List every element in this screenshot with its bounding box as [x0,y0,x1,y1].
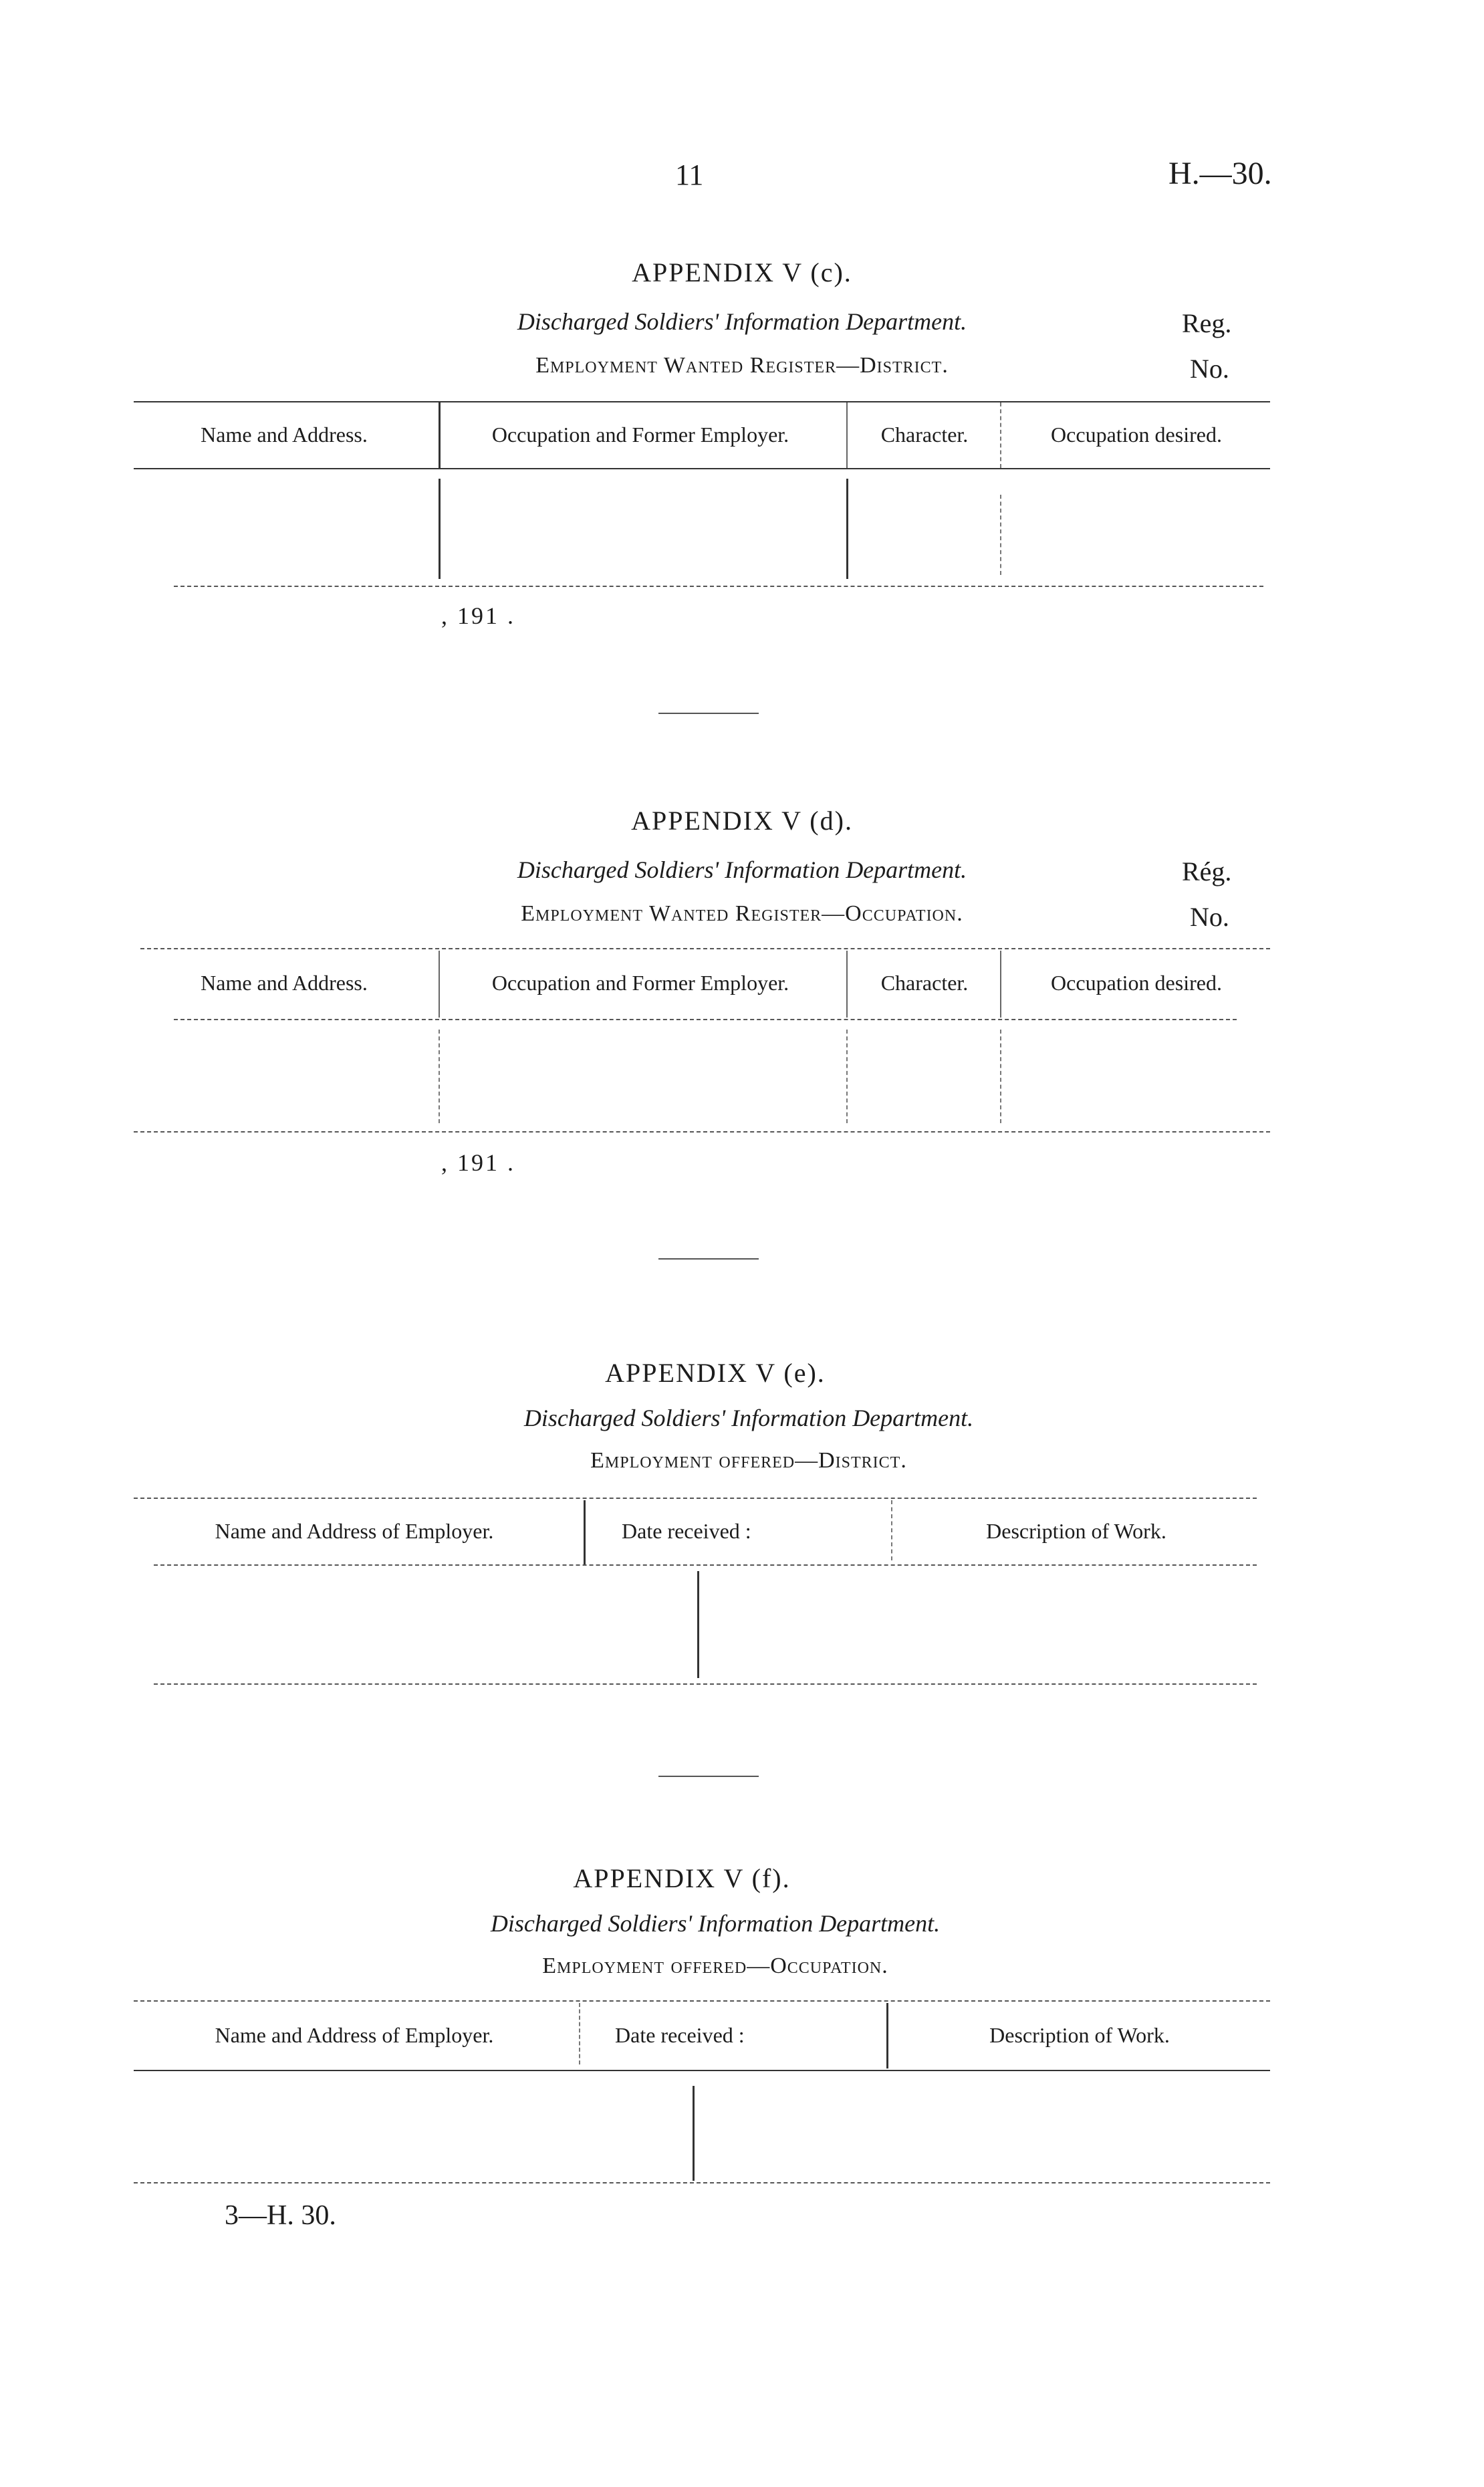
table-bottom-rule [134,2182,1270,2183]
section-separator [658,1776,759,1777]
column-header: Character. [880,423,969,447]
column-divider [846,479,848,579]
column-header: Description of Work. [989,2023,1170,2047]
appendix-subtitle: Discharged Soldiers' Information Department. [490,1910,941,1937]
table-top-rule [140,948,1270,949]
table-bottom-rule [134,1131,1270,1133]
column-header: Occupation desired. [1051,423,1222,447]
column-divider [439,402,441,468]
column-divider [846,402,848,468]
appendix-subtitle: Discharged Soldiers' Information Department. [523,1405,974,1431]
column-header: Occupation desired. [1051,971,1222,995]
column-header: Name and Address. [201,423,368,447]
header-rule [154,1564,1257,1566]
reg-label: Rég. [1182,856,1232,886]
table-top-rule [134,2000,1270,2002]
column-divider [846,1030,848,1123]
column-divider [891,1500,892,1560]
column-divider [846,951,848,1018]
section-separator [658,1258,759,1260]
table-top-rule [134,401,1270,402]
column-divider [439,951,440,1018]
column-divider [1000,402,1001,468]
column-divider [439,1030,440,1123]
date-line: , 191 . [441,602,515,629]
column-divider [579,2003,580,2064]
page-number: 11 [675,158,704,191]
column-header: Name and Address of Employer. [215,1519,494,1543]
register-title: Employment offered—District. [590,1448,907,1473]
column-header: Date received : [615,2023,745,2047]
column-header: Character. [880,971,969,995]
column-divider [1000,951,1001,1018]
table-top-rule [134,1498,1257,1499]
signature-mark: 3—H. 30. [225,2200,336,2231]
column-divider [693,2086,695,2181]
column-header: Name and Address of Employer. [215,2023,494,2047]
register-title: Employment Wanted Register—Occupation. [521,901,963,926]
reg-label: Reg. [1182,308,1232,338]
register-title: Employment Wanted Register—District. [535,353,949,378]
column-divider [1000,495,1001,575]
no-label: No. [1190,354,1229,384]
date-line: , 191 . [441,1149,515,1176]
appendix-title: APPENDIX V (f). [573,1863,791,1893]
section-separator [658,713,759,714]
column-header: Name and Address. [201,971,368,995]
no-label: No. [1190,902,1229,932]
column-divider [886,2003,888,2068]
column-divider [697,1571,699,1678]
table-bottom-rule [154,1683,1257,1685]
appendix-subtitle: Discharged Soldiers' Information Department. [517,308,967,335]
header-rule [134,2070,1270,2071]
appendix-title: APPENDIX V (e). [605,1358,826,1388]
document-code: H.—30. [1168,156,1272,191]
column-header: Occupation and Former Employer. [491,971,789,995]
appendix-title: APPENDIX V (d). [631,806,853,836]
column-header: Description of Work. [986,1519,1166,1543]
register-title: Employment offered—Occupation. [542,1953,888,1978]
column-divider [584,1500,586,1564]
header-rule [134,468,1270,469]
column-header: Date received : [622,1519,751,1543]
column-divider [1000,1030,1001,1123]
column-divider [439,479,441,579]
appendix-subtitle: Discharged Soldiers' Information Department. [517,856,967,883]
header-rule [174,1019,1237,1020]
column-header: Occupation and Former Employer. [491,423,789,447]
appendix-title: APPENDIX V (c). [632,257,852,287]
table-bottom-rule [174,586,1263,587]
